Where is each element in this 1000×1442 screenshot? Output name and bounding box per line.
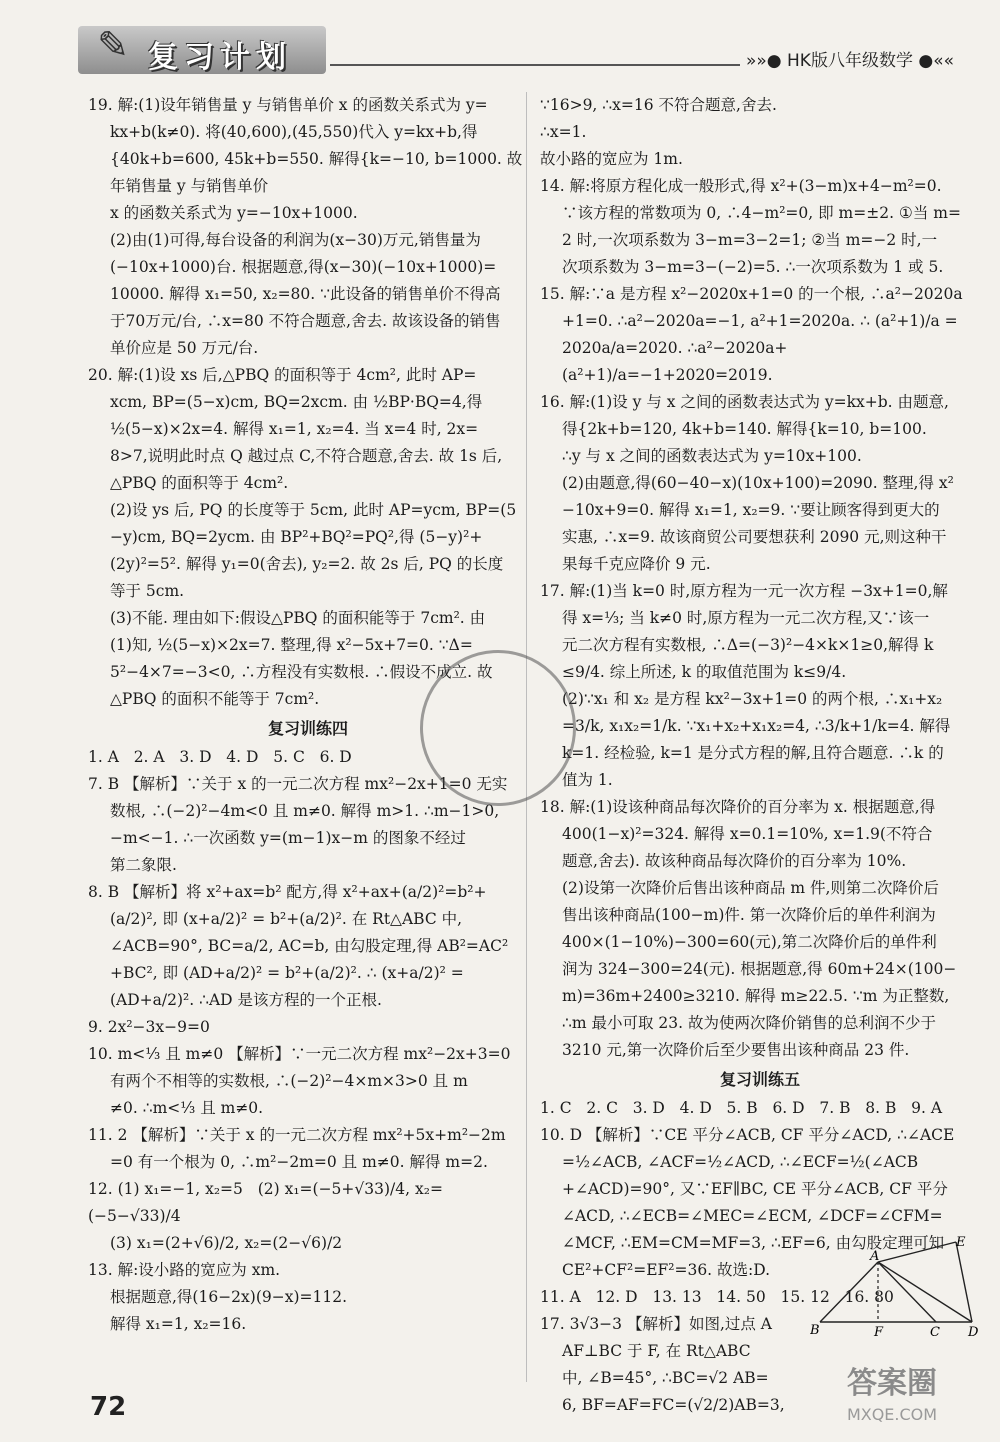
answer-line: xcm, BP=(5−x)cm, BQ=2xcm. 由 ½BP·BQ=4,得 <box>110 393 483 411</box>
answer-line: 有两个不相等的实数根, ∴(−2)²−4×m×3>0 且 m <box>110 1072 468 1090</box>
answer-line: 1. A 2. A 3. D 4. D 5. C 6. D <box>88 748 352 766</box>
answer-line: −m<−1. ∴一次函数 y=(m−1)x−m 的图象不经过 <box>110 829 466 847</box>
answer-line: 12. (1) x₁=−1, x₂=5 (2) x₁=(−5+√33)/4, x₂=(−5−√33)/4 <box>88 1180 443 1225</box>
answer-line: 3210 元,第一次降价后至少要售出该种商品 23 件. <box>562 1041 910 1059</box>
answer-line: 10. m<⅓ 且 m≠0 【解析】∵一元二次方程 mx²−2x+3=0 <box>88 1045 511 1063</box>
answer-line: 400×(1−10%)−300=60(元),第二次降价后的单件利 <box>562 933 937 951</box>
label-b: B <box>810 1323 820 1338</box>
answer-line: m)=36m+2400≥3210. 解得 m≥22.5. ∵m 为正整数, <box>562 987 950 1005</box>
answer-line: 13. 解:设小路的宽应为 xm. <box>88 1261 281 1279</box>
answer-line: 于70万元/台, ∴x=80 不符合题意,舍去. 故该设备的销售 <box>110 312 501 330</box>
answer-line: 数根, ∴(−2)²−4m<0 且 m≠0. 解得 m>1. ∴m−1>0, <box>110 802 500 820</box>
answer-line: 18. 解:(1)设该种商品每次降价的百分率为 x. 根据题意,得 <box>540 798 936 816</box>
section-heading: 复习训练五 <box>719 1070 800 1089</box>
answer-line: 6, BF=AF=FC=(√2/2)AB=3, <box>562 1396 785 1414</box>
answer-line: +BC², 即 (AD+a/2)² = b²+(a/2)². ∴ (x+a/2)² = <box>110 964 464 982</box>
page-number: 72 <box>90 1392 127 1422</box>
answer-line: ≤9/4. 综上所述, k 的取值范围为 k≤9/4. <box>562 663 847 681</box>
answer-line: ∴x=1. <box>540 123 587 141</box>
answer-line: (2)∵x₁ 和 x₂ 是方程 kx²−3x+1=0 的两个根, ∴x₁+x₂ <box>562 690 943 708</box>
pencil-book-icon: ✎ <box>97 23 129 67</box>
label-c: C <box>930 1325 940 1340</box>
answer-line: +1=0. ∴a²−2020a=−1, a²+1=2020a. ∴ (a²+1)/a = <box>562 312 958 330</box>
answer-line: −10x+9=0. 解得 x₁=1, x₂=9. ∵要让顾客得到更大的 <box>562 501 940 519</box>
answer-line: ∠ACB=90°, BC=a/2, AC=b, 由勾股定理,得 AB²=AC² <box>110 937 509 955</box>
answer-line: 解得 x₁=1, x₂=16. <box>110 1315 247 1333</box>
answer-line: 19. 解:(1)设年销售量 y 与销售单价 x 的函数关系式为 y= <box>88 96 488 114</box>
answer-line: ∵该方程的常数项为 0, ∴4−m²=0, 即 m=±2. ①当 m= <box>562 204 961 222</box>
answer-line: (2y)²=5². 解得 y₁=0(舍去), y₂=2. 故 2s 后, PQ 的长度 <box>110 555 504 573</box>
answer-line: 中, ∠B=45°, ∴BC=√2 AB= <box>562 1369 769 1387</box>
answer-line: 11. 2 【解析】∵关于 x 的一元二次方程 mx²+5x+m²−2m <box>88 1126 506 1144</box>
answer-line: 16. 解:(1)设 y 与 x 之间的函数表达式为 y=kx+b. 由题意, <box>540 393 949 411</box>
answer-line: 17. 3√3−3 【解析】如图,过点 A <box>540 1315 773 1333</box>
answer-line: 2020a/a=2020. ∴a²−2020a+(a²+1)/a=−1+2020=2019. <box>562 339 788 384</box>
answer-line: 润为 324−300=24(元). 根据题意,得 60m+24×(100− <box>562 960 957 978</box>
answer-line: (3) x₁=(2+√6)/2, x₂=(2−√6)/2 <box>110 1234 343 1252</box>
answer-line: 5²−4×7=−3<0, ∴方程没有实数根. ∴假设不成立. 故 <box>110 663 493 681</box>
answer-line: 8>7,说明此时点 Q 越过点 C,不符合题意,舍去. 故 1s 后, <box>110 447 503 465</box>
answer-line: 17. 解:(1)当 k=0 时,原方程为一元一次方程 −3x+1=0,解 <box>540 582 948 600</box>
label-a: A <box>870 1249 880 1264</box>
answer-line: △PBQ 的面积不能等于 7cm². <box>110 690 320 708</box>
answer-line: =½∠ACB, ∠ACF=½∠ACD, ∴∠ECF=½(∠ACB <box>562 1153 919 1171</box>
answer-line: 元二次方程有实数根, ∴Δ=(−3)²−4×k×1≥0,解得 k <box>562 636 934 654</box>
label-f: F <box>874 1325 884 1340</box>
answer-line: 单价应是 50 万元/台. <box>110 339 259 357</box>
page-title: 复习计划 <box>148 40 292 75</box>
answer-line: ≠0. ∴m<⅓ 且 m≠0. <box>110 1099 264 1117</box>
answer-line: △PBQ 的面积等于 4cm². <box>110 474 289 492</box>
answer-line: ∠MCF, ∴EM=CM=MF=3, ∴EF=6, 由勾股定理可知 <box>562 1234 945 1252</box>
answer-line: (−10x+1000)台. 根据题意,得(x−30)(−10x+1000)= <box>110 258 497 276</box>
answer-line: 实惠, ∴x=9. 故该商贸公司要想获利 2090 元,则这种干 <box>562 528 947 546</box>
triangle-figure <box>810 1236 982 1340</box>
answer-line: 2 时,一次项系数为 3−m=3−2=1; ②当 m=−2 时,一 <box>562 231 938 249</box>
answer-line: 售出该种商品(100−m)件. 第一次降价后的单件利润为 <box>562 906 936 924</box>
answer-line: +∠ACD)=90°, 又∵EF∥BC, CE 平分∠ACB, CF 平分 <box>562 1180 948 1198</box>
answer-line: (2)设 ys 后, PQ 的长度等于 5cm, 此时 AP=ycm, BP=(5 <box>110 501 517 519</box>
answer-line: 15. 解:∵a 是方程 x²−2020x+1=0 的一个根, ∴a²−2020a <box>540 285 963 303</box>
answer-line: (1)知, ½(5−x)×2x=7. 整理,得 x²−5x+7=0. ∵Δ= <box>110 636 473 654</box>
answer-line: ∵16>9, ∴x=16 不符合题意,舍去. <box>540 96 777 114</box>
arrow-icon: ●«« <box>912 51 954 71</box>
watermark-bottom: MXQE.COM <box>846 1405 938 1424</box>
answer-line: 10000. 解得 x₁=50, x₂=80. ∵此设备的销售单价不得高 <box>110 285 501 303</box>
answer-line: ½(5−x)×2x=4. 解得 x₁=1, x₂=4. 当 x=4 时, 2x= <box>110 420 479 438</box>
watermark <box>802 1364 982 1434</box>
label-e: E <box>956 1236 966 1250</box>
answer-line: 7. B 【解析】∵关于 x 的一元二次方程 mx²−2x+1=0 无实 <box>88 775 508 793</box>
answer-line: (a/2)², 即 (x+a/2)² = b²+(a/2)². 在 Rt△ABC 中, <box>110 910 463 928</box>
answer-line: (AD+a/2)². ∴AD 是该方程的一个正根. <box>110 991 382 1009</box>
answer-line: kx+b(k≠0). 将(40,600),(45,550)代入 y=kx+b,得 <box>110 123 478 141</box>
answer-line: k=1. 经检验, k=1 是分式方程的解,且符合题意. ∴k 的 <box>562 744 944 762</box>
answer-line: 8. B 【解析】将 x²+ax=b² 配方,得 x²+ax+(a/2)²=b²+ <box>88 883 487 901</box>
answer-line: 得 x=⅓; 当 k≠0 时,原方程为一元二次方程,又∵该一 <box>562 609 930 627</box>
answer-line: 值为 1. <box>562 771 613 789</box>
answer-line: AF⊥BC 于 F, 在 Rt△ABC <box>562 1342 751 1360</box>
answer-line: {40k+b=600, 45k+b=550. 解得{k=−10, b=1000. 故年销售量 y 与销售单价 <box>110 150 523 195</box>
answer-line: 次项系数为 3−m=3−(−2)=5. ∴一次项系数为 1 或 5. <box>562 258 944 276</box>
answer-line: =0 有一个根为 0, ∴m²−2m=0 且 m≠0. 解得 m=2. <box>110 1153 488 1171</box>
page-header <box>0 0 1000 84</box>
label-d: D <box>968 1325 979 1340</box>
answer-line: 9. 2x²−3x−9=0 <box>88 1018 210 1036</box>
watermark-top: 答案圈 <box>847 1366 937 1401</box>
answer-line: ∴y 与 x 之间的函数表达式为 y=10x+100. <box>562 447 862 465</box>
answer-line: 20. 解:(1)设 xs 后,△PBQ 的面积等于 4cm², 此时 AP= <box>88 366 477 384</box>
answer-line: 第二象限. <box>110 856 177 874</box>
answer-line: −y)cm, BQ=2ycm. 由 BP²+BQ²=PQ²,得 (5−y)²+ <box>110 528 483 546</box>
answer-line: (2)由题意,得(60−40−x)(10x+100)=2090. 整理,得 x² <box>562 474 954 492</box>
answer-line: 题意,舍去). 故该种商品每次降价的百分率为 10%. <box>562 852 907 870</box>
section-heading: 复习训练四 <box>267 719 348 738</box>
answer-line: 1. C 2. C 3. D 4. D 5. B 6. D 7. B 8. B 9. A <box>540 1099 943 1117</box>
answer-line: (2)设第一次降价后售出该种商品 m 件,则第二次降价后 <box>562 879 939 897</box>
answer-line: 故小路的宽应为 1m. <box>540 150 683 168</box>
right-column <box>540 92 980 1419</box>
answer-line: x 的函数关系式为 y=−10x+1000. <box>110 204 358 222</box>
answer-line: =3/k, x₁x₂=1/k. ∵x₁+x₂+x₁x₂=4, ∴3/k+1/k=4. 解得 <box>562 717 951 735</box>
answer-line: CE²+CF²=EF²=36. 故选:D. <box>562 1261 771 1279</box>
answer-line: 果每千克应降价 9 元. <box>562 555 711 573</box>
arrow-icon: »»● <box>745 51 788 71</box>
answer-line: ∴m 最小可取 23. 故为使两次降价销售的总利润不少于 <box>562 1014 936 1032</box>
answer-line: 400(1−x)²=324. 解得 x=0.1=10%, x=1.9(不符合 <box>562 825 933 843</box>
answer-line: 得{2k+b=120, 4k+b=140. 解得{k=10, b=100. <box>562 420 927 438</box>
answer-line: (3)不能. 理由如下:假设△PBQ 的面积能等于 7cm². 由 <box>110 609 486 627</box>
book-label: »»● HK版八年级数学 ●«« <box>740 46 960 71</box>
answer-line: ∠ACD, ∴∠ECB=∠MEC=∠ECM, ∠DCF=∠CFM= <box>562 1207 943 1225</box>
answer-line: 等于 5cm. <box>110 582 185 600</box>
answer-line: 10. D 【解析】∵CE 平分∠ACB, CF 平分∠ACD, ∴∠ACE <box>540 1126 955 1144</box>
answer-line: 根据题意,得(16−2x)(9−x)=112. <box>110 1288 348 1306</box>
answer-line: 14. 解:将原方程化成一般形式,得 x²+(3−m)x+4−m²=0. <box>540 177 942 195</box>
answer-line: 11. A 12. D 13. 13 14. 50 15. 12 16. 80 <box>540 1288 894 1306</box>
answer-line: (2)由(1)可得,每台设备的利润为(x−30)万元,销售量为 <box>110 231 481 249</box>
